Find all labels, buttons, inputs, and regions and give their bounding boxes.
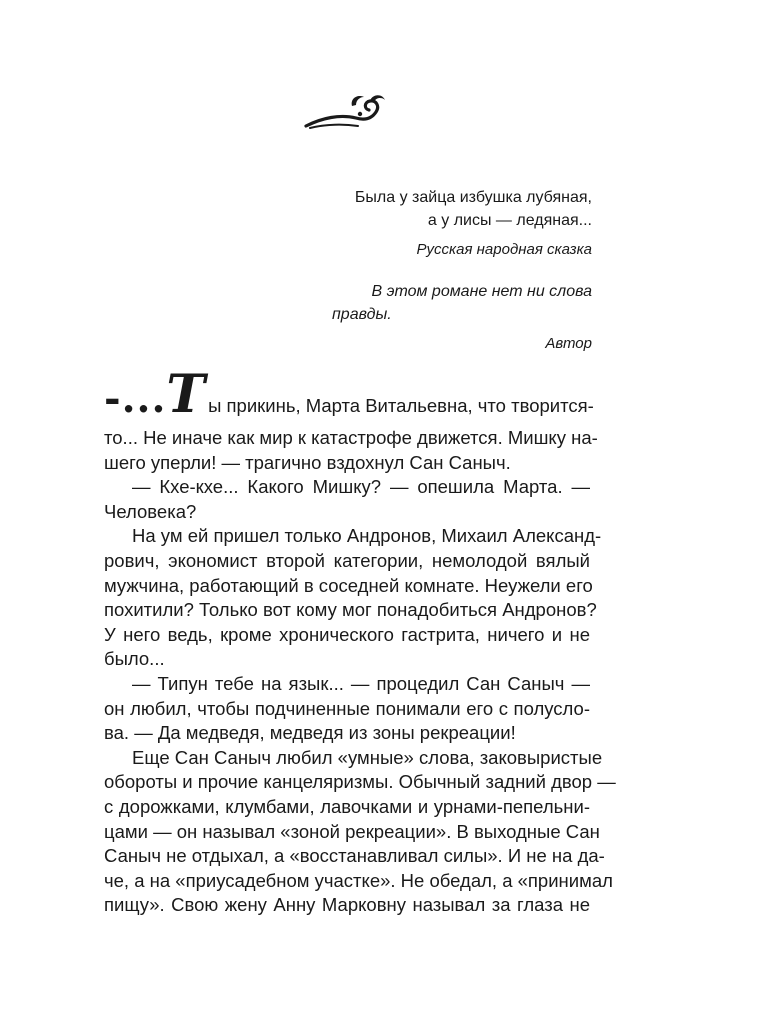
epigraph-line: Была у зайца избушка лубяная, <box>354 189 592 206</box>
text-line: Человека? <box>104 500 197 522</box>
epigraph-line: правды. <box>332 306 392 323</box>
text-line: обороты и прочие канцеляризмы. Обычный задний двор — <box>104 771 616 793</box>
text-line: то... Не иначе как мир к катастрофе движется. Мишку на- <box>104 427 598 448</box>
text-line: че, а на «приусадебном участке». Не обедал, а «принимал <box>104 869 613 891</box>
swirl-ornament-icon <box>300 88 390 138</box>
text-line: похитили? Только вот кому мог понадобиться Андронов? <box>104 599 597 621</box>
text-line: — Кхе-кхе... Какого Мишку? — опешила Марта. — <box>132 476 590 498</box>
text-line: У него ведь, кроме хронического гастрита, ничего и не <box>104 623 590 645</box>
text-line: Саныч не отдыхал, а «восстанавливал силы». И не на да- <box>104 845 605 867</box>
text-line: — Типун тебе на язык... — процедил Сан Саныч — <box>132 672 590 694</box>
epigraph-line: а у лисы — ледяная... <box>427 212 592 229</box>
text-line: было... <box>104 648 165 670</box>
text-line: ы прикинь, Марта Витальевна, что творится- <box>208 395 594 416</box>
epigraph-folk <box>330 186 592 261</box>
text-line: мужчина, работающий в соседней комнате. Неужели его <box>104 574 593 596</box>
text-line: рович, экономист второй категории, немолодой вялый <box>104 549 590 571</box>
epigraph-block <box>330 186 592 355</box>
epigraph-source: Автор <box>545 335 592 352</box>
chapter-first-line <box>104 364 594 426</box>
chapter-text <box>104 364 616 918</box>
epigraph-source: Русская народная сказка <box>416 241 592 258</box>
drop-cap-letter: Т <box>166 364 206 425</box>
epigraph-line: В этом романе нет ни слова <box>371 283 592 300</box>
text-line: с дорожками, клумбами, лавочками и урнами-пепельни- <box>104 795 590 817</box>
lead-dash-dots: -... <box>104 375 167 422</box>
text-line: ва. — Да медведя, медведя из зоны рекреации! <box>104 722 516 744</box>
text-line: шего уперли! — трагично вздохнул Сан Саныч. <box>104 451 511 473</box>
text-line: На ум ей пришел только Андронов, Михаил Александ- <box>132 525 602 547</box>
text-line: пищу». Свою жену Анну Марковну называл за глаза не <box>104 894 590 916</box>
text-line: он любил, чтобы подчиненные понимали его с полусло- <box>104 697 590 719</box>
text-line: цами — он называл «зоной рекреации». В выходные Сан <box>104 820 600 842</box>
epigraph-author <box>330 280 592 355</box>
text-line: Еще Сан Саныч любил «умные» слова, заковыристые <box>132 746 603 768</box>
